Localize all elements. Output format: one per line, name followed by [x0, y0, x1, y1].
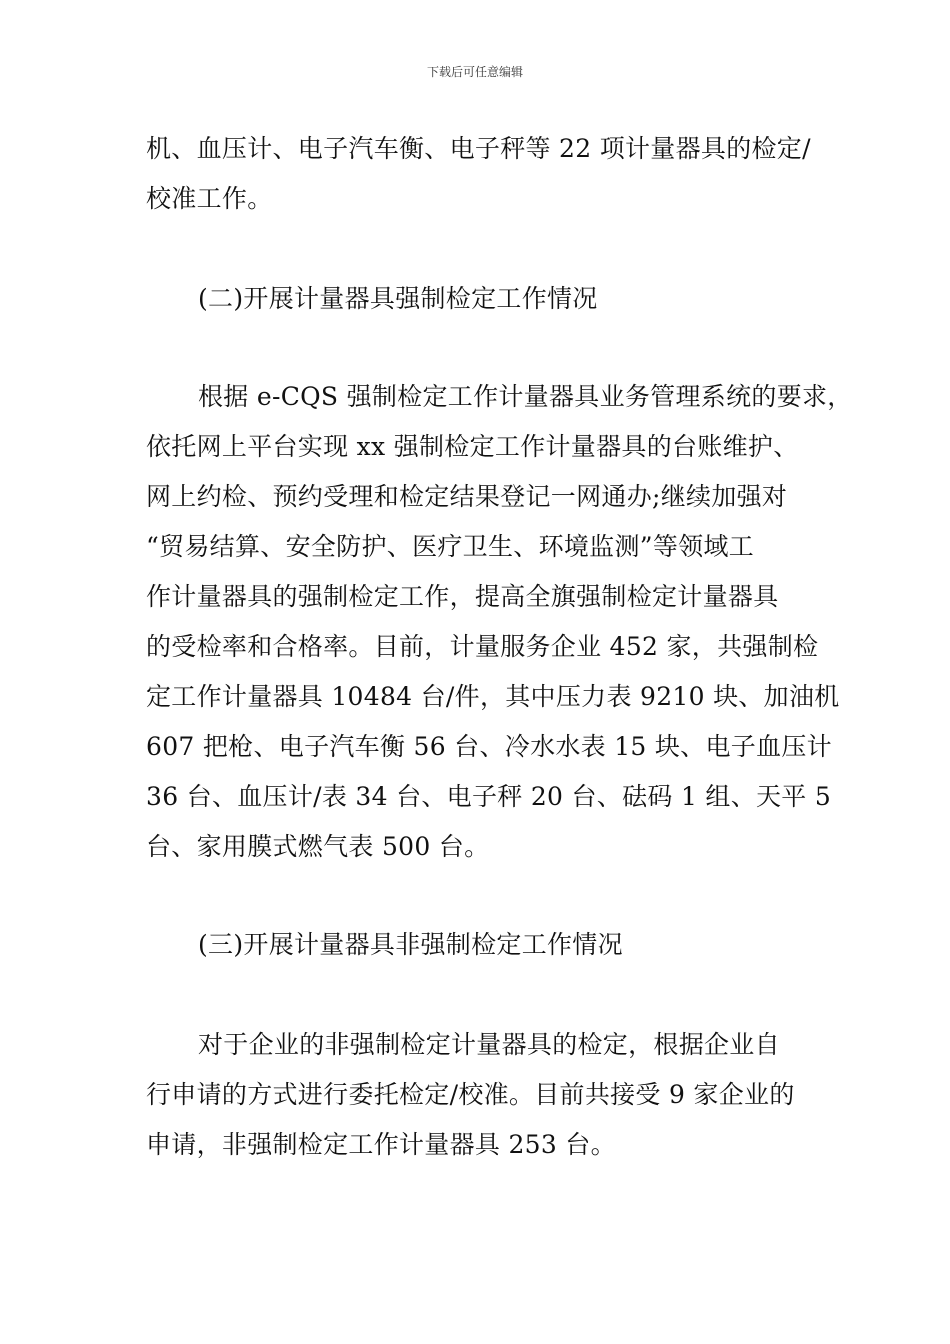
text-line: 台、家用膜式燃气表 500 台。	[146, 832, 490, 861]
text-line: 机、血压计、电子汽车衡、电子秤等 22 项计量器具的检定/	[146, 134, 811, 163]
text-line: 根据 e-CQS 强制检定工作计量器具业务管理系统的要求，	[198, 382, 853, 411]
text-line: “贸易结算、安全防护、医疗卫生、环境监测”等领域工	[146, 532, 755, 561]
text-line: 定工作计量器具 10484 台/件，其中压力表 9210 块、加油机	[146, 682, 840, 711]
page-header: 下载后可任意编辑	[426, 65, 523, 79]
text-line: 作计量器具的强制检定工作，提高全旗强制检定计量器具	[146, 582, 779, 611]
text-line: 申请，非强制检定工作计量器具 253 台。	[146, 1130, 616, 1159]
text-line: 校准工作。	[146, 184, 273, 213]
section-heading: (三)开展计量器具非强制检定工作情况	[198, 930, 623, 959]
text-line: 行申请的方式进行委托检定/校准。目前共接受 9 家企业的	[146, 1080, 795, 1109]
text-line: 607 把枪、电子汽车衡 56 台、冷水水表 15 块、电子血压计	[146, 732, 832, 761]
section-heading: (二)开展计量器具强制检定工作情况	[198, 284, 598, 313]
text-line: 网上约检、预约受理和检定结果登记一网通办;继续加强对	[146, 482, 788, 511]
text-line: 对于企业的非强制检定计量器具的检定，根据企业自	[198, 1030, 780, 1059]
text-line: 依托网上平台实现 xx 强制检定工作计量器具的台账维护、	[146, 432, 799, 461]
text-line: 36 台、血压计/表 34 台、电子秤 20 台、砝码 1 组、天平 5	[146, 782, 832, 811]
text-line: 的受检率和合格率。目前，计量服务企业 452 家，共强制检	[146, 632, 819, 661]
